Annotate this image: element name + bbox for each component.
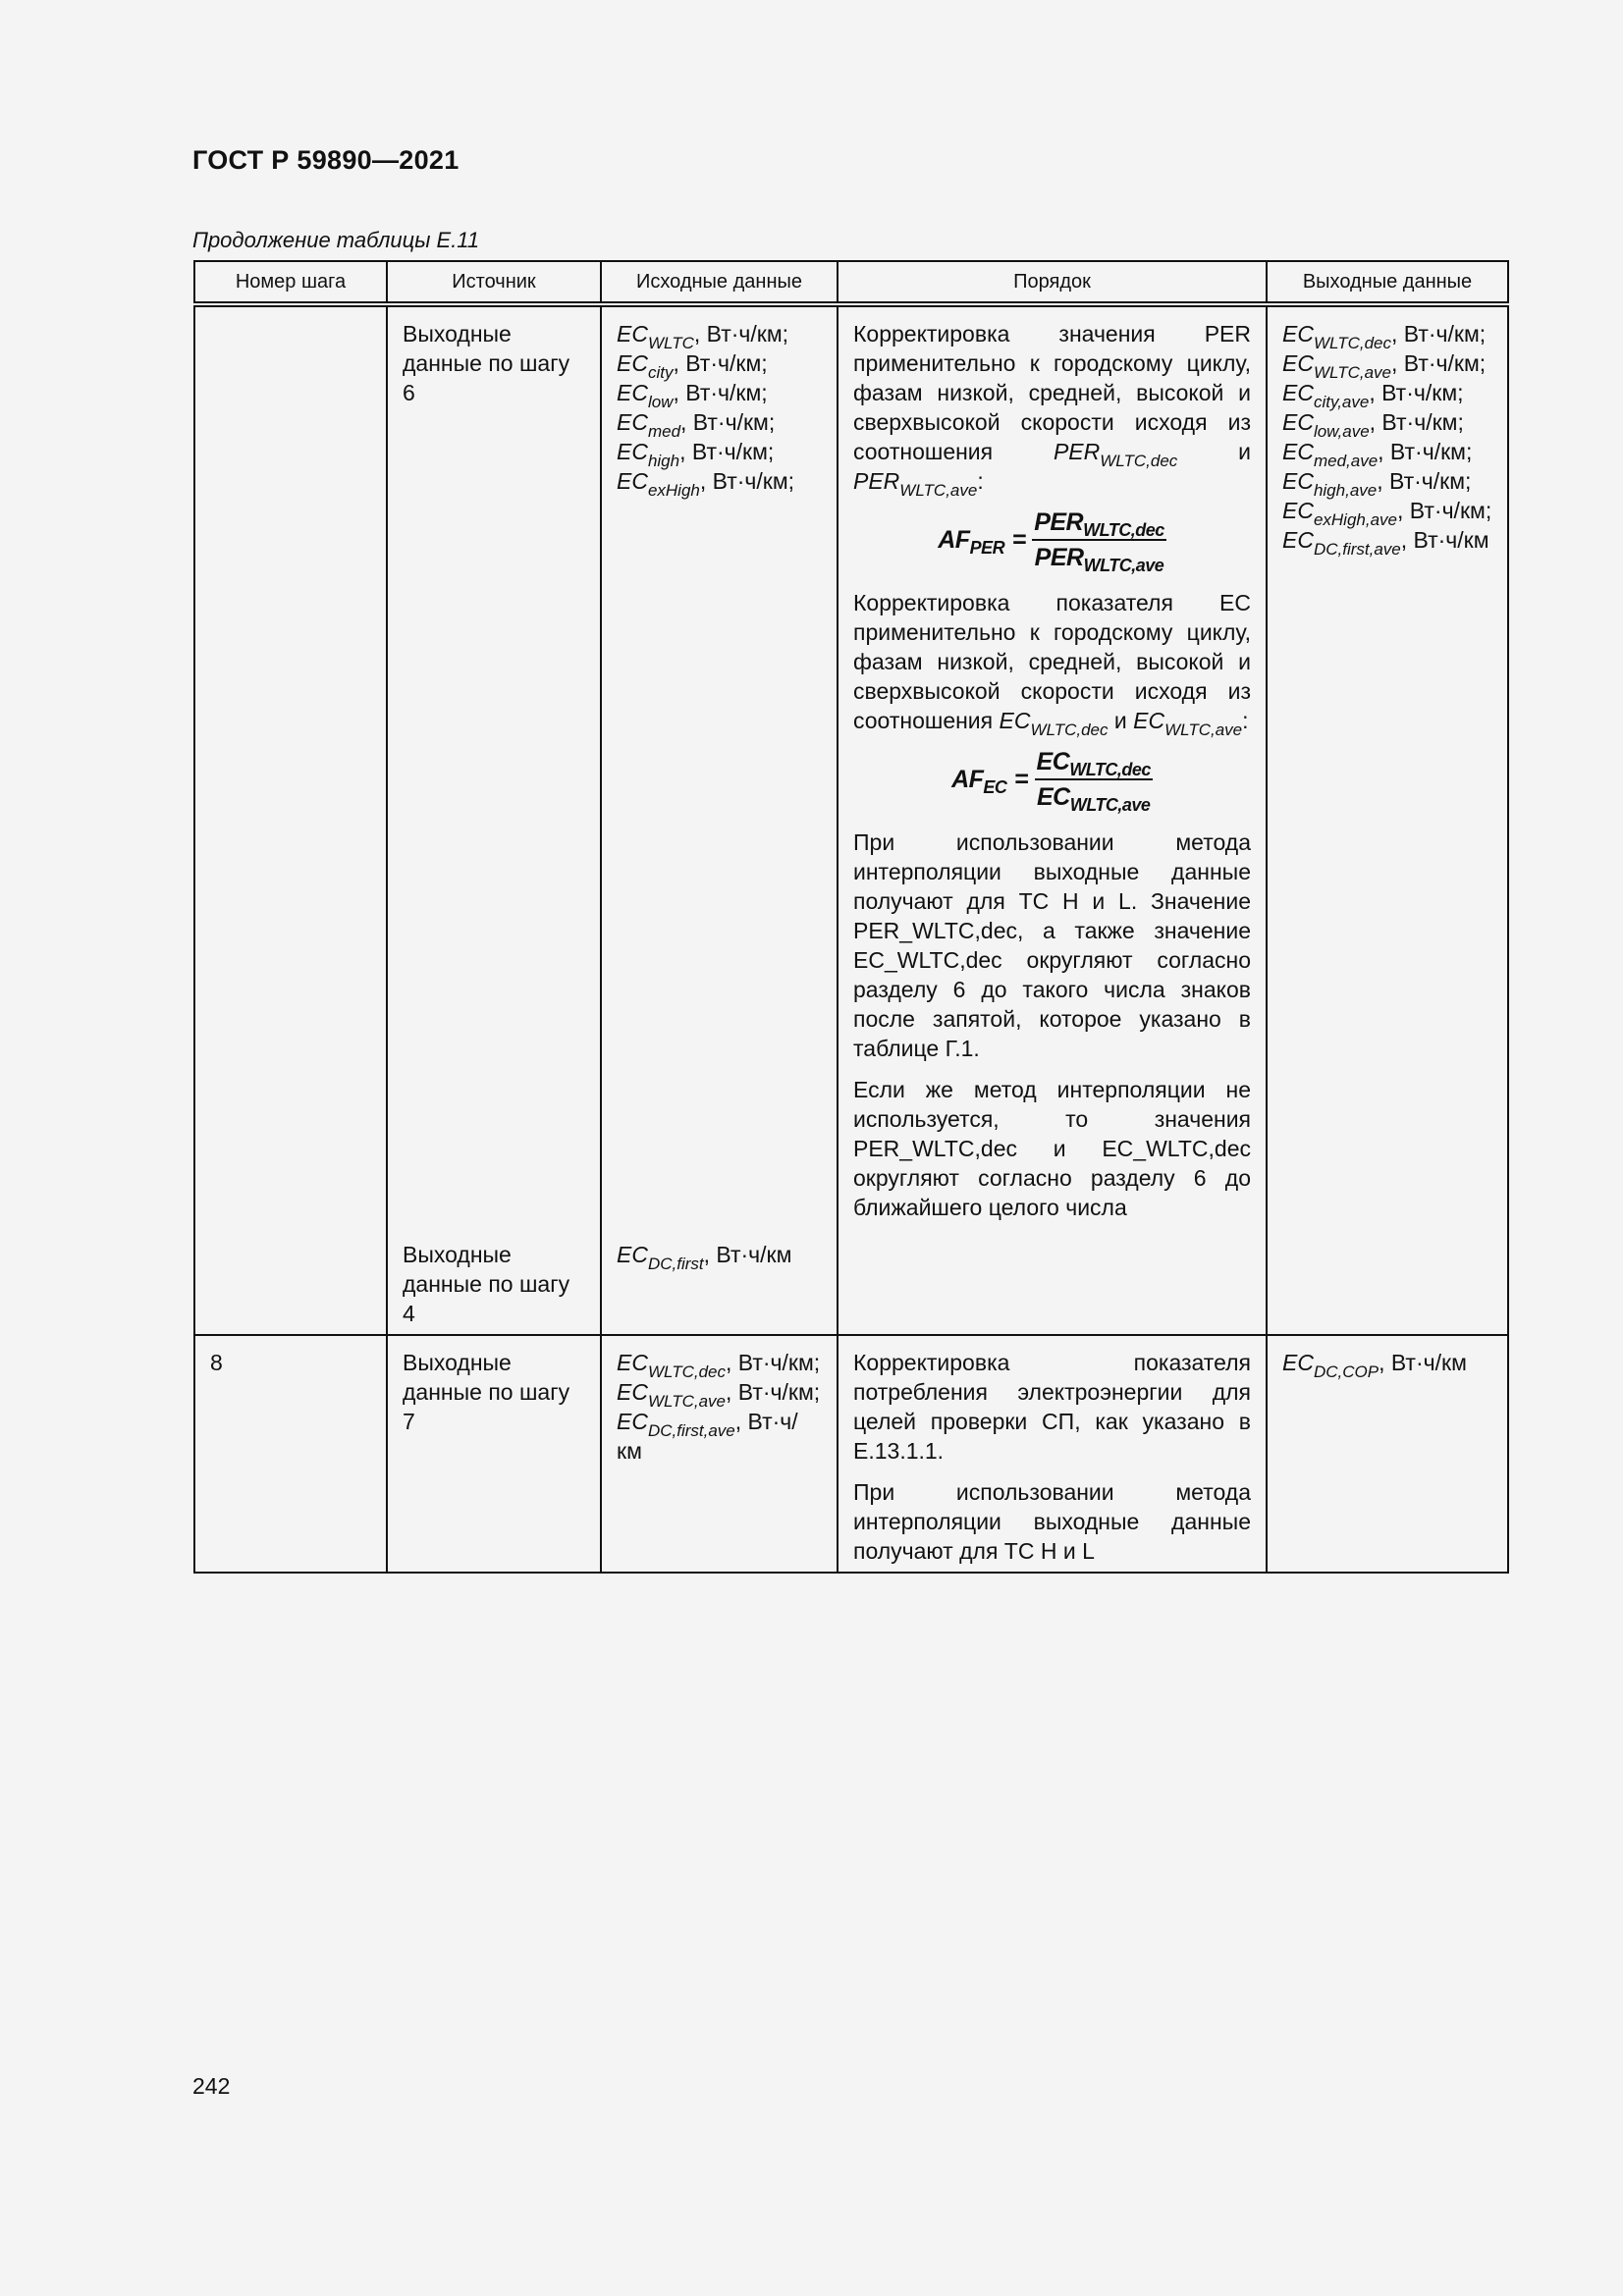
- step-cell: [194, 304, 387, 1228]
- source-cell: [387, 304, 601, 1228]
- output-item: $EC_{city,ave}$, Вт·ч/км;: [1282, 380, 1464, 411]
- output-item: $EC_{WLTC,dec}$, Вт·ч/км;: [1282, 321, 1487, 352]
- input-item: $EC_{high}$, Вт·ч/км;: [617, 439, 775, 470]
- outputs-cell: [1267, 304, 1508, 1228]
- document-code: ГОСТ Р 59890—2021: [192, 145, 460, 175]
- inputs-cell: [601, 1335, 838, 1573]
- output-item: $EC_{DC,first,ave}$, Вт·ч/км: [1282, 527, 1489, 559]
- source-text: Выходные данные по шагу 7: [403, 1350, 570, 1434]
- formula-af-ec: $AF_{EC}$ = $\frac{EC_{WLTC,dec}}{EC_{WLTC,ave}}$: [951, 748, 1151, 815]
- input-item: $EC_{city}$, Вт·ч/км;: [617, 350, 768, 382]
- inputs-cell: [601, 1228, 838, 1335]
- source-cell: [387, 1228, 601, 1335]
- table-row: [194, 1228, 1508, 1335]
- table-header-row: [194, 261, 1508, 304]
- col-header-source: Источник: [387, 261, 601, 304]
- source-text: Выходные данные по шагу 4: [403, 1242, 570, 1326]
- procedure-paragraph: Корректировка показателя EC применительно к городскому циклу, фазам низкой, средней, высокой и сверхвысокой скорости исходя из соотношения $EC_{WLTC,dec}$ и $EC_{WLTC,ave}$:: [853, 590, 1251, 739]
- procedure-paragraph: При использовании метода интерполяции выходные данные получают для ТС H и L: [853, 1479, 1251, 1564]
- col-header-procedure: Порядок: [838, 261, 1267, 304]
- outputs-cell: [1267, 1228, 1508, 1335]
- source-text: Выходные данные по шагу 6: [403, 321, 570, 405]
- table-row: [194, 1335, 1508, 1573]
- col-header-inputs: Исходные данные: [601, 261, 838, 304]
- procedure-paragraph: Корректировка значения PER применительно к городскому циклу, фазам низкой, средней, высокой и сверхвысокой скорости исходя из соотношения $PER_{WLTC,dec}$ и $PER_{WLTC,ave}$:: [853, 321, 1252, 500]
- table-row: [194, 304, 1508, 1228]
- procedure-paragraph: При использовании метода интерполяции выходные данные получают для ТС H и L. Значение PER_WLTC,dec, а также значение EC_WLTC,dec округляют согласно разделу 6 до такого числа знаков после запятой, которое указано в таблице Г.1.: [853, 829, 1251, 1061]
- input-item: $EC_{WLTC,dec}$, Вт·ч/км;: [617, 1350, 821, 1381]
- output-item: $EC_{exHigh,ave}$, Вт·ч/км;: [1282, 498, 1492, 529]
- step-cell: 8: [194, 1335, 387, 1573]
- col-header-outputs: Выходные данные: [1267, 261, 1508, 304]
- output-item: $EC_{low,ave}$, Вт·ч/км;: [1282, 409, 1464, 441]
- procedure-paragraph: Корректировка показателя потребления электроэнергии для целей проверки СП, как указано в Е.13.1.1.: [853, 1350, 1251, 1464]
- col-header-step: Номер шага: [194, 261, 387, 304]
- procedure-cell: [838, 1335, 1267, 1573]
- procedure-cell: [838, 1228, 1267, 1335]
- input-item: $EC_{DC,first}$, Вт·ч/км: [617, 1242, 792, 1273]
- formula-af-per: $AF_{PER}$ = $\frac{PER_{WLTC,dec}}{PER_{WLTC,ave}}$: [938, 508, 1164, 575]
- page-number: 242: [192, 2073, 231, 2099]
- step-cell: [194, 1228, 387, 1335]
- output-item: $EC_{DC,COP}$, Вт·ч/км: [1282, 1350, 1467, 1381]
- input-item: $EC_{med}$, Вт·ч/км;: [617, 409, 776, 441]
- procedure-paragraph: Если же метод интерполяции не используется, то значения PER_WLTC,dec и EC_WLTC,dec округляют согласно разделу 6 до ближайшего целого числа: [853, 1077, 1251, 1220]
- output-item: $EC_{high,ave}$, Вт·ч/км;: [1282, 468, 1472, 500]
- table-caption: Продолжение таблицы Е.11: [192, 228, 480, 252]
- inputs-cell: [601, 304, 838, 1228]
- input-item: $EC_{DC,first,ave}$, Вт·ч/км: [617, 1409, 798, 1464]
- outputs-cell: [1267, 1335, 1508, 1573]
- output-item: $EC_{WLTC,ave}$, Вт·ч/км;: [1282, 350, 1487, 382]
- input-item: $EC_{exHigh}$, Вт·ч/км;: [617, 468, 795, 500]
- input-item: $EC_{WLTC,ave}$, Вт·ч/км;: [617, 1379, 821, 1411]
- source-cell: [387, 1335, 601, 1573]
- input-item: $EC_{low}$, Вт·ч/км;: [617, 380, 768, 411]
- procedure-cell: [838, 304, 1267, 1228]
- output-item: $EC_{med,ave}$, Вт·ч/км;: [1282, 439, 1473, 470]
- data-table: [193, 260, 1509, 1574]
- input-item: $EC_{WLTC}$, Вт·ч/км;: [617, 321, 789, 352]
